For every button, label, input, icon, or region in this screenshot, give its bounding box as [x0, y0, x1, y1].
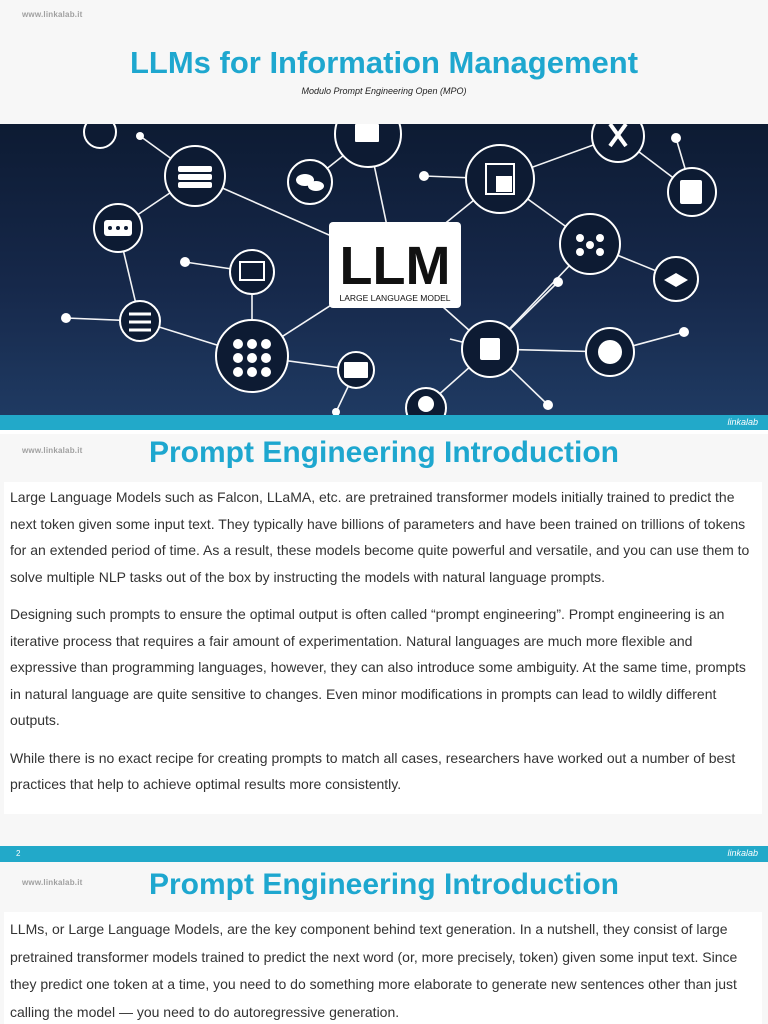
llm-logo-subtext: LARGE LANGUAGE MODEL [339, 293, 451, 303]
slide-body [4, 482, 762, 814]
site-url: www.linkalab.it [22, 878, 83, 887]
slide-heading: Prompt Engineering Introduction [149, 436, 619, 469]
paragraph: LLMs, or Large Language Models, are the key component behind text generation. In a nutshell, they consist of large pretrained transformer models trained to predict the next word (or, more precisely, token) given some input text. Since they predict one token at a time, you need to do something more elaborate to generate new sentences other than just calling the model — you need to do autoregressive generation. [10, 921, 738, 1020]
page-subtitle: Modulo Prompt Engineering Open (MPO) [301, 86, 467, 96]
site-url: www.linkalab.it [22, 446, 83, 455]
brand-logo: linkalab [727, 417, 758, 427]
slide-prompt-intro-1 [0, 434, 768, 866]
slide-heading: Prompt Engineering Introduction [149, 868, 619, 901]
slide-body [4, 912, 762, 1024]
paragraph: Designing such prompts to ensure the optimal output is often called “prompt engineering”. Prompt engineering is an iterative process that requires a fair amount of experimentation. Natural languages are much more flexible and expressive than programming languages, however, they can also introduce some ambiguity. At the same time, prompts in natural language are quite sensitive to changes. Even minor modifications in prompts can lead to wildly different outputs. [10, 606, 746, 728]
site-url: www.linkalab.it [22, 10, 83, 19]
slide-footer [0, 846, 768, 862]
slide-prompt-intro-2 [0, 866, 768, 1024]
brand-logo: linkalab [727, 848, 758, 858]
page-title: LLMs for Information Management [129, 45, 639, 80]
page-number: 2 [16, 849, 21, 858]
slide-footer [0, 415, 768, 430]
llm-network-illustration [0, 124, 768, 415]
llm-logo-text: LLM [339, 236, 451, 296]
paragraph: Large Language Models such as Falcon, LLaMA, etc. are pretrained transformer models initially trained to predict the next token given some input text. They typically have billions of parameters and have been trained on trillions of tokens for an extended period of time. As a result, these models become quite powerful and versatile, and you can use them to solve multiple NLP tasks out of the box by instructing the models with natural language prompts. [10, 489, 750, 585]
paragraph: While there is no exact recipe for creating prompts to match all cases, researchers have worked out a number of best practices that help to achieve optimal results more consistently. [10, 749, 736, 792]
slide-title [0, 0, 768, 430]
